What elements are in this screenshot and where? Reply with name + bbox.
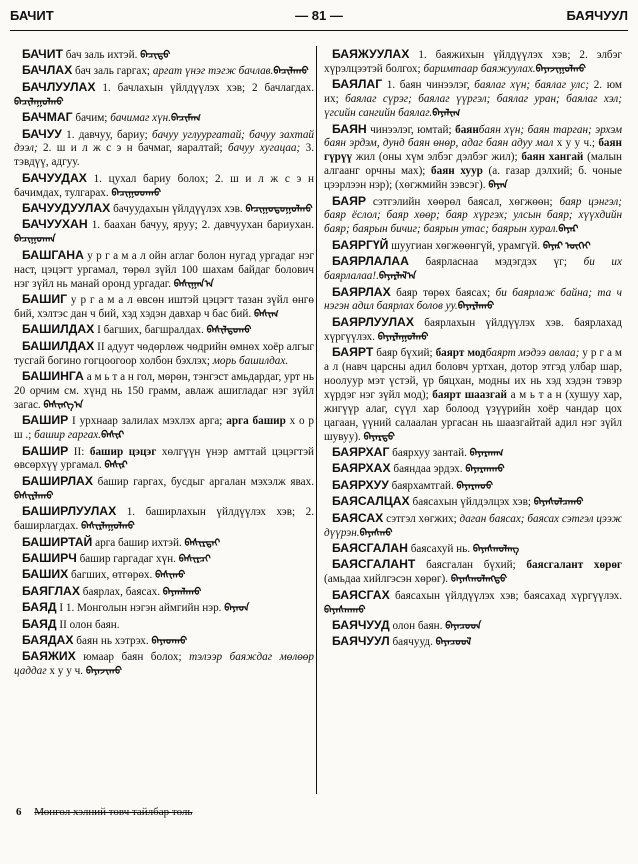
compound-term: баян (455, 123, 479, 136)
definition-text: баясахуй нь. (407, 542, 473, 555)
mongolian-script: ᠪᠠᠶᠠᠯᠢᠭ (432, 108, 461, 120)
headword: БАЯРХУУ (332, 477, 389, 492)
headword: БАШИРЛАХ (22, 473, 93, 488)
headword: БАШИЛДАХ (22, 338, 95, 353)
mongolian-script: ᠪᠠᠴᠢᠲᠤ (140, 50, 171, 61)
dictionary-entry (14, 218, 314, 247)
mongolian-script: ᠪᠠᠰᠢᠷ (101, 430, 125, 442)
headword: БАЯЖУУЛАХ (332, 47, 410, 61)
dictionary-entry (324, 346, 622, 444)
dictionary-entry (324, 239, 622, 254)
definition-text: баяр төрөх баясах; (390, 286, 496, 299)
definition-text: (малын алгаанг орчны мах); (324, 151, 622, 178)
dictionary-entry (324, 589, 622, 618)
definition-text: баясахын үйлдэлцэх хэв; (409, 496, 534, 509)
definition-text: башир гаргадаг хүн. (76, 552, 179, 565)
example-text: би баярлаж байна; та ч нэгэн адил баярлах болов уу. (324, 286, 622, 313)
dictionary-entry (14, 505, 314, 534)
headword: БАЧИТ (22, 47, 63, 61)
definition-text: баярлах, баясах. (79, 585, 163, 598)
headword: БАЯДАХ (22, 632, 74, 647)
definition-text: баячууд. (389, 636, 436, 649)
headword: БАЯСГАЛАН (332, 540, 408, 555)
dictionary-entry (14, 202, 314, 217)
compound-term: баярт шаазгай (432, 388, 507, 401)
dictionary-entry (324, 78, 622, 121)
example-text: бачуу хугацаа; (228, 142, 301, 155)
dictionary-entry (14, 618, 314, 633)
mongolian-script: ᠪᠠᠶᠠᠷᠬᠠᠬᠤ (465, 464, 505, 476)
compound-term: арга башир (226, 415, 286, 428)
example-text: аргат үнэг тэгж бачлав. (152, 65, 274, 78)
definition-text: I урхнаар залилах мэхлэх арга; (68, 415, 227, 428)
mongolian-script: ᠪᠠᠴᠢᠭᠤᠬᠠᠨ (14, 234, 56, 246)
mongolian-script: ᠪᠠᠶᠠᠵᠢᠬᠤ (85, 666, 122, 678)
definition-text: (а. газар дэлхий; б. чоные цээрлээн нэр); (324, 165, 622, 192)
dictionary-entry (14, 568, 314, 583)
definition-text: баярхамтгай. (388, 479, 457, 492)
mongolian-script: ᠪᠠᠶᠠᠰᠤᠯᠴᠠᠬᠤ (533, 497, 584, 509)
mongolian-script: ᠪᠠᠶᠠᠷᠯᠠᠯ᠎ᠠ (378, 271, 417, 283)
dictionary-entry (14, 293, 314, 322)
mongolian-script: ᠪᠠᠰᠢᠷᠯᠠᠬᠤ (14, 490, 54, 502)
headword: БАЯРТ (332, 345, 374, 360)
definition-text: 2. юм их; (324, 79, 622, 106)
definition-text: арга башир ихтэй. (92, 536, 185, 549)
definition-text: сэтгэл хөгжих; (383, 512, 460, 525)
example-text: тэлээр баяждаг мөлөөр цаддаг (14, 651, 314, 678)
mongolian-script: ᠪᠠᠶᠠᠵᠢᠭᠤᠯᠬᠤ (535, 63, 586, 75)
mongolian-script: ᠪᠠᠶᠠᠰᠭᠤᠯᠠᠩ (472, 543, 520, 555)
dictionary-entry (14, 340, 314, 369)
definition-text: бачим; (72, 112, 111, 125)
definition-text: а м ь т а н гол, мөрөн, тэнгэст амьдардаг, урт нь 20 орчим см. хүнд нь 150 грамм, авлаж ашигладаг нэг зүйл загас. (14, 371, 314, 411)
headword: БАЯРХАХ (332, 461, 391, 476)
headword: БАЯЖИХ (22, 649, 76, 664)
mongolian-script: ᠪᠠᠶᠠᠭᠯᠠᠬᠤ (162, 586, 202, 598)
dictionary-entry (324, 316, 622, 345)
running-header (10, 8, 628, 30)
headword: БАЯР (332, 193, 366, 208)
definition-text: баярхуу зантай. (389, 446, 470, 459)
dictionary-entry (14, 48, 314, 63)
headword: БАЧЛАХ (22, 63, 73, 78)
example-text: баялаг хүн; баялаг улс; (474, 79, 590, 92)
right-column (324, 48, 622, 652)
definition-text: баясахын үйлдүүлэх хэв; баясахад хүргүүлэх. (389, 589, 622, 602)
definition-text: 1. баяжихын үйлдүүлэх хэв; 2. элбэг хүрэлцээтэй болгох; (324, 49, 622, 75)
dictionary-entry (14, 64, 314, 79)
headword: БАШИРЧ (22, 550, 77, 565)
definition-text: I багших, багшралдах. (94, 324, 207, 337)
dictionary-entry (14, 128, 314, 171)
dictionary-entry (14, 111, 314, 126)
mongolian-script: ᠪᠠᠶᠠᠳ (224, 603, 250, 615)
headword: БАЯСГАЛАНТ (332, 557, 416, 572)
dictionary-entry (324, 635, 622, 650)
definition-text: 1. давчуу, бариу; (61, 128, 152, 141)
footer (16, 806, 192, 818)
mongolian-script: ᠪᠠᠰᠢᠬᠤ (155, 570, 186, 582)
example-text: даган баясах; баясах сэтгэл цээж дүүрэн. (324, 512, 622, 539)
mongolian-script: ᠪᠠᠶᠠᠰᠬᠠᠬᠤ (324, 604, 366, 616)
dictionary-entry (14, 634, 314, 649)
headword: БАЯД (22, 600, 57, 615)
example-text: баяр цэнгэл; баяр ёслол; баяр хөөр; баяр хүргэх; улсын баяр; хүүхдийн баяр; баярын бичиг; баярын утас; баярын хурал. (324, 195, 622, 236)
mongolian-script: ᠪᠠᠴᠢᠭᠤᠳᠬᠤ (111, 187, 162, 199)
definition-text: жил (оны хүм элбэг дэлбэг жил); (352, 151, 522, 164)
example-text: башир гаргах. (34, 429, 102, 442)
dictionary-entry (14, 536, 314, 551)
mongolian-script: ᠪᠠᠰᠢᠭ (253, 308, 279, 320)
footer-signature-number: 6 (16, 806, 22, 818)
headword: БАШГАНА (22, 247, 84, 262)
dictionary-entry (14, 81, 314, 110)
mongolian-script: ᠪᠠᠶᠠᠷᠯᠠᠬᠤ (457, 301, 495, 313)
mongolian-script: ᠪᠠᠰᠢᠩᠭ᠎ᠠ (43, 399, 84, 411)
headword: БАЯЧУУД (332, 617, 390, 632)
definition-text: у р г а м а л өвсөн иштэй цэцэгт тазан зүйл өнгө бий, хэлтэс дан ч бий, хэд хэдэн давхар ч бас бий. (14, 294, 314, 320)
mongolian-script: ᠪᠠᠰᠢᠯᠳᠤᠬᠤ (206, 325, 252, 337)
definition-text: II адуут чөдөрлөж чөдрийн өмнөх хоёр алгыг тусгай богино гогцоогоор холбон бэхлэх; (14, 340, 314, 367)
definition-text: (хөгжмийн зэвсэг). (395, 179, 489, 192)
compound-term: башир цэцэг (89, 445, 157, 458)
definition-text: чинээлэг, юмтай; (366, 123, 456, 136)
mongolian-script: ᠪᠠᠴᠢᠯᠠᠬᠤ (273, 66, 309, 78)
definition-text: баян нь хэтрэх. (73, 634, 152, 647)
definition-text: баяр бүхий; (373, 347, 436, 360)
dictionary-entry (14, 445, 314, 474)
dictionary-entry (14, 414, 314, 443)
headword: БАЯРЛАЛАА (332, 254, 409, 269)
compound-term: баярт мод (435, 347, 486, 360)
definition-text: 2. ш и л ж с э н бачмаг, яаралтай; (37, 142, 229, 155)
definition-text: х у у ч. (46, 665, 86, 678)
dictionary-entry (14, 249, 314, 292)
dictionary-entry (14, 323, 314, 338)
dictionary-entry (324, 255, 622, 284)
headword: БАЧЛУУЛАХ (22, 79, 96, 94)
definition-text: х о р ш .; (14, 415, 315, 442)
dictionary-entry (324, 462, 622, 477)
headword: БАЯСАЛЦАХ (332, 494, 410, 509)
definition-text: II: (68, 445, 90, 458)
mongolian-script: ᠪᠠᠶᠠᠷᠲᠤ (363, 431, 395, 443)
headword: БАЯРЛУУЛАХ (332, 314, 414, 329)
dictionary-entry (324, 48, 622, 77)
headword: БАШИР (22, 413, 69, 428)
dictionary-entry (324, 558, 622, 587)
headword: БАЯЛАГ (332, 77, 383, 92)
footer-book-title: Монгол хэлний товч тайлбар толь (34, 806, 193, 818)
mongolian-script: ᠪᠠᠰᠢᠷᠲᠠᠢ (184, 537, 221, 549)
mongolian-script: ᠪᠠᠶᠠᠰᠭᠤᠯᠠᠩᠲᠤ (450, 574, 508, 586)
mongolian-script: ᠪᠠᠶᠠᠷ ᠦᠭᠡᠢ (542, 240, 591, 252)
compound-term: баясгалант хөрөг (526, 559, 623, 572)
example-text: бачуу углуургатай; бачуу захтай дээл; (14, 128, 315, 155)
compound-term: баян гүрүү (324, 137, 622, 164)
left-column (14, 48, 314, 681)
mongolian-script: ᠪᠠᠰᠢᠷ (104, 460, 128, 472)
mongolian-script: ᠪᠠᠰᠢᠭᠠᠨ᠎ᠠ (173, 278, 214, 290)
page-number: — 81 — (295, 8, 343, 23)
dictionary-entry (14, 552, 314, 567)
compound-term: баян хангай (521, 151, 584, 164)
headword: БАЯСАХ (332, 510, 384, 525)
dictionary-entry (14, 172, 314, 201)
mongolian-script: ᠪᠠᠶᠠᠷᠬᠤᠤ (456, 480, 493, 492)
dictionary-entry (14, 585, 314, 600)
definition-text: багших, өтгөрөх. (68, 569, 156, 582)
headword: БАЯД (22, 616, 57, 631)
definition-text: олон баян. (389, 619, 446, 632)
headword: БАШИХ (22, 567, 69, 582)
headword: БАШИЛДАХ (22, 322, 95, 337)
headword: БАЯРГҮЙ (332, 237, 389, 252)
definition-text: баяндаа эрдэх. (390, 463, 466, 476)
definition-text: 1. цухал бариу болох; 2. ш и л ж с э н бачимдах, тулгарах. (14, 172, 314, 199)
dictionary-entry (324, 479, 622, 494)
definition-text: у р г а м а л (навч царсны адил боловч уртхан, дотор этгэд улбар шар, ноолуур мэт үстэй, үр бяцхан, модны их нь хэд хэдэн тэвэр хүрдэг нэг зүйл мод); (324, 347, 623, 401)
definition-text: 1. баширлахын үйлдүүлэх хэв; 2. баширлагдах. (14, 506, 314, 533)
mongolian-script: ᠪᠠᠶᠠᠰᠬᠤ (359, 527, 393, 539)
definition-text: 1. баян чинээлэг, (382, 79, 475, 92)
definition-text: башир гаргах, бусдыг аргалан мэхэлж явах. (92, 475, 314, 488)
mongolian-script: ᠪᠠᠴᠢᠮᠠᠭ (171, 113, 201, 125)
definition-text: I 1. Монголын нэгэн аймгийн нэр. (56, 602, 225, 615)
example-text: баримтаар баяжуулах. (423, 62, 536, 75)
dictionary-entry (324, 446, 622, 461)
dictionary-entry (324, 195, 622, 238)
mongolian-script: ᠪᠠᠶᠠᠷ (558, 224, 579, 236)
headword: БАШИР (22, 443, 69, 458)
definition-text: баясгалан бүхий; (415, 559, 527, 572)
headword: БАЯРЛАХ (332, 284, 391, 299)
definition-text: бач заль ихтэй. (62, 49, 141, 61)
mongolian-script: ᠪᠠᠴᠢᠭᠤᠳᠤᠭᠤᠯᠬᠤ (245, 204, 313, 216)
dictionary-entry (14, 475, 314, 504)
headword: БАЯРХАГ (332, 444, 390, 459)
headword: БАШИНГА (22, 369, 84, 384)
dictionary-entry (324, 495, 622, 510)
definition-text: бачуудахын үйлдүүлэх хэв. (110, 203, 246, 216)
mongolian-script: ᠪᠠᠶᠠᠨ (488, 180, 508, 192)
example-text: баялаг сүрэг; баялаг үүргэл; баялаг уран; баялаг хэл; үгсийн сангийн баялаг. (324, 93, 622, 120)
definition-text: хөлгүүн үнэр амттай цэцэгтэй өвсөрхүү ургамал. (14, 445, 315, 472)
example-text: би их баярлалаа!. (324, 256, 622, 283)
example-text: баярт мэдээ авлаа; (485, 347, 580, 360)
definition-text: у р г а м а л ойн аглаг болон нугад ургадаг нэг наст, цэцэгт ургамал, төрөл зүйл 100 шахам байдаг болович нэг зүйл нь манай оронд ургадаг. (14, 249, 314, 290)
compound-term: баян хуур (431, 165, 483, 178)
headword: БАЧМАГ (22, 110, 73, 125)
headword: БАЯЧУУЛ (332, 634, 390, 649)
header-left-guide-word: БАЧИТ (10, 8, 54, 23)
headword: БАЯН (332, 121, 367, 136)
definition-text: шуугиан хөгжөөнгүй, урамгүй. (388, 239, 543, 252)
headword: БАЧУУДУУЛАХ (22, 201, 111, 216)
headword: БАШИГ (22, 292, 68, 306)
headword: БАШИРЛУУЛАХ (22, 504, 117, 519)
headword: БАЯСГАХ (332, 587, 390, 602)
example-text: бачимаг хүн. (110, 112, 172, 125)
definition-text: (амьдаа хийлгэсэн хөрөг). (324, 573, 451, 586)
dictionary-entry (324, 619, 622, 634)
definition-text: баярлахын үйлдүүлэх хэв. баярлахад хүргүүлэх. (324, 316, 622, 343)
mongolian-script: ᠪᠠᠶᠠᠷᠯᠠᠭᠤᠯᠬᠤ (377, 331, 429, 343)
mongolian-script: ᠪᠠᠶᠠᠷᠬᠠᠭ (469, 447, 504, 459)
mongolian-script: ᠪᠠᠴᠢᠯᠠᠭᠤᠯᠬᠤ (14, 96, 64, 108)
dictionary-entry (14, 650, 314, 679)
dictionary-entry (324, 512, 622, 541)
mongolian-script: ᠪᠠᠰᠢᠷᠴᠢ (178, 553, 211, 565)
header-right-guide-word: БАЯЧУУЛ (566, 8, 628, 23)
definition-text: 3. тэвдүү, адгуу. (14, 142, 314, 169)
definition-text: а м ь т а н (хушуу хар, жигүүр алаг, сүүл хар болоод үзүүрийн хоёр чандар цох цагаан, үүний салаалан ургасан нь шаазгайтай адил нэг зүйл шувуу). (324, 388, 622, 443)
mongolian-script: ᠪᠠᠶᠠᠳᠬᠤ (151, 635, 188, 647)
dictionary-entry (324, 123, 622, 194)
mongolian-script: ᠪᠠᠶᠠᠴᠤᠤᠯ (435, 637, 472, 649)
column-divider (316, 46, 317, 794)
header-rule (10, 30, 628, 31)
definition-text: 1. баахан бачуу, яруу; 2. давчуухан бариухан. (87, 219, 314, 232)
headword: БАЧУУДАХ (22, 170, 87, 185)
headword: БАШИРТАЙ (22, 534, 93, 549)
definition-text: II олон баян. (56, 618, 120, 631)
headword: БАЯГЛАХ (22, 583, 80, 598)
definition-text: баярласнаа мэдэгдэх үг; (408, 256, 584, 269)
dictionary-entry (14, 601, 314, 616)
dictionary-entry (324, 286, 622, 315)
headword: БАЧУУХАН (22, 217, 88, 232)
mongolian-script: ᠪᠠᠰᠢᠷᠯᠠᠭᠤᠯᠬᠤ (81, 521, 135, 533)
mongolian-script: ᠪᠠᠶᠠᠴᠤᠳ (445, 620, 482, 632)
definition-text: х у у ч.; (553, 137, 599, 150)
definition-text: юмаар баян болох; (75, 651, 190, 664)
dictionary-entry (324, 542, 622, 557)
definition-text: бач заль гаргах; (72, 65, 153, 78)
example-text: баян хүн; баян тарган; эрхэм баян эрдэм, дунд баян өнөр, адаг баян адуу мал (324, 123, 622, 150)
example-text: морь башилдах. (212, 354, 289, 367)
dictionary-entry (14, 370, 314, 413)
definition-text: 1. бачлахын үйлдүүлэх хэв; 2 бачлагдах. (95, 81, 314, 94)
headword: БАЧУУ (22, 126, 62, 141)
definition-text: сэтгэлийн хөөрөл баясал, хөгжөөн; (366, 195, 560, 208)
